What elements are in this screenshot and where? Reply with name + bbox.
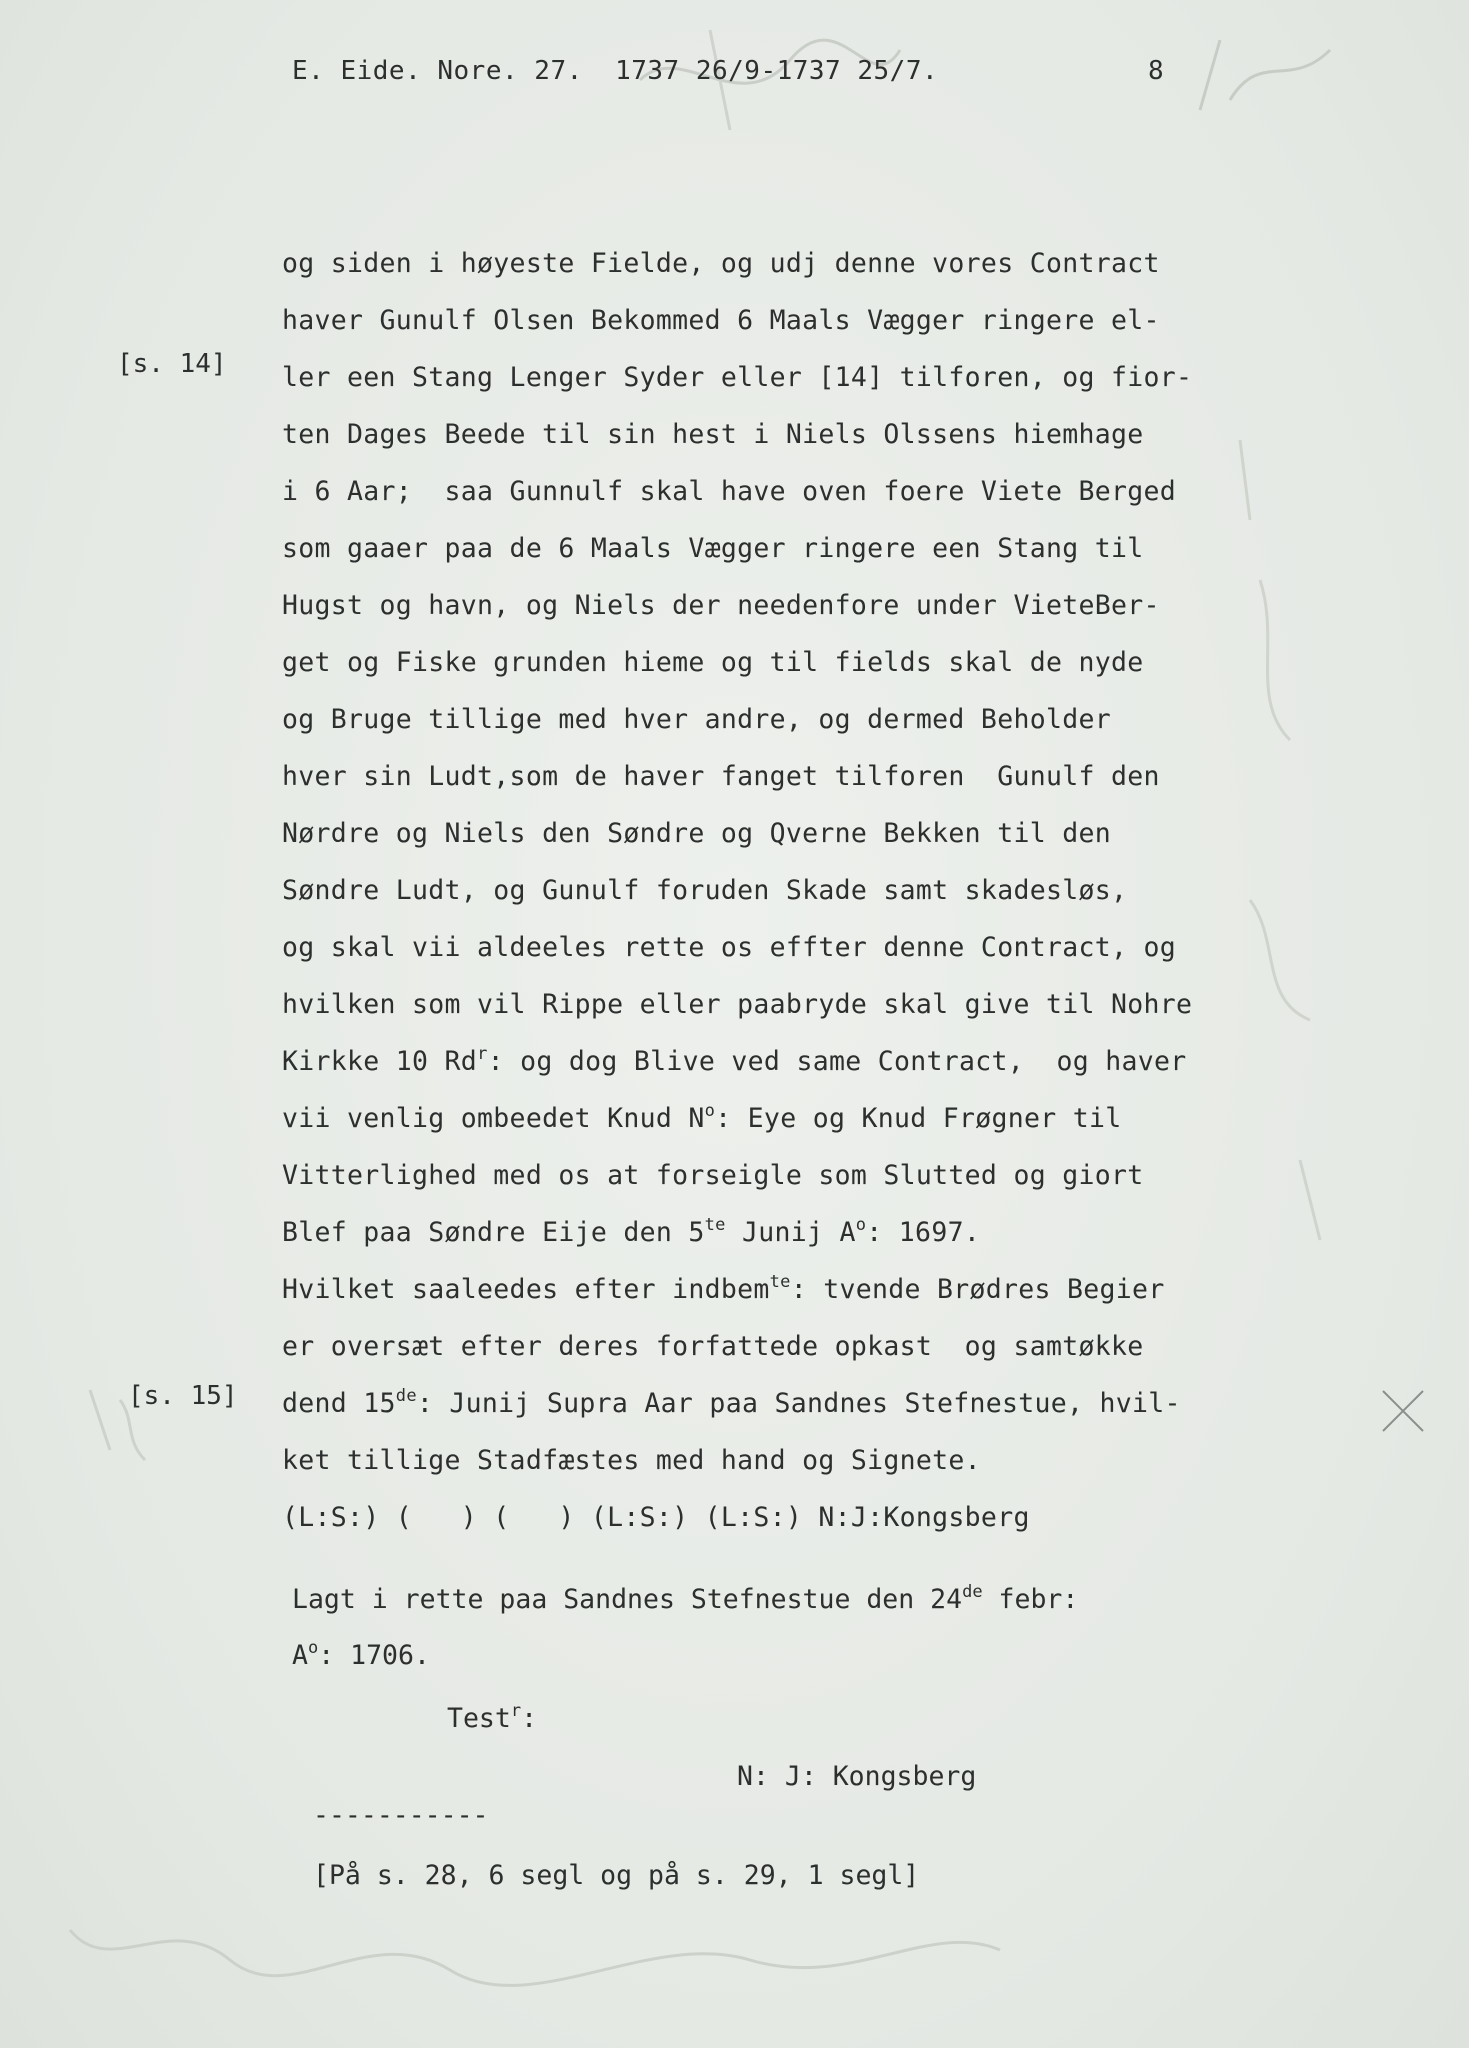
archive-reference: E. Eide. Nore. 27. 1737 26/9-1737 25/7. (292, 56, 939, 86)
body-line: get og Fiske grunden hieme og til fields skal de nyde (282, 647, 1144, 678)
body-line-dend: dend 15de: Junij Supra Aar paa Sandnes Stefnestue, hvil- (282, 1386, 1181, 1419)
body-line-blef: Blef paa Søndre Eije den $5^{te}$ Junij $A^o$: 1697. (282, 1215, 981, 1248)
body-line: i 6 Aar; saa Gunnulf skal have oven foere Viete Berged (282, 476, 1176, 507)
body-line: Vitterlighed med os at forseigle som Slutted og giort (282, 1160, 1144, 1191)
lagt-line: Lagt i rette paa Sandnes Stefnestue den 24de febr: (292, 1582, 1079, 1615)
seal-note: [På s. 28, 6 segl og på s. 29, 1 segl] (313, 1860, 920, 1891)
body-line: ten Dages Beede til sin hest i Niels Olssens hiemhage (282, 419, 1144, 450)
body-line: Nørdre og Niels den Søndre og Qverne Bekken til den (282, 818, 1111, 849)
body-line: Søndre Ludt, og Gunulf foruden Skade samt skadesløs, (282, 875, 1128, 906)
pencil-scribble-bottom (50, 1900, 1050, 2010)
body-line: er oversæt efter deres forfattede opkast og samtøkke (282, 1331, 1144, 1362)
body-line-kirkke: Kirkke 10 Rd$^r$: og dog Blive ved same Contract, og haver (282, 1044, 1187, 1077)
body-line: haver Gunulf Olsen Bekommed 6 Maals Vægger ringere el- (282, 305, 1160, 336)
body-line: og siden i høyeste Fielde, og udj denne vores Contract (282, 248, 1160, 279)
seals-line: (L:S:) ( ) ( ) (L:S:) (L:S:) N:J:Kongsberg (282, 1502, 1030, 1533)
testr-line: Test$^r$: (447, 1701, 538, 1734)
body-line: Hugst og havn, og Niels der needenfore under VieteBer- (282, 590, 1160, 621)
signer-name: N: J: Kongsberg (737, 1761, 977, 1792)
page-number: 8 (1148, 56, 1164, 86)
margin-note-s15: [s. 15] (128, 1381, 238, 1411)
body-line: og skal vii aldeeles rette os effter denne Contract, og (282, 932, 1176, 963)
body-line: og Bruge tillige med hver andre, og dermed Beholder (282, 704, 1111, 735)
body-line: hvilken som vil Rippe eller paabryde skal give til Nohre (282, 989, 1193, 1020)
body-line-hvilket: Hvilket saaleedes efter indbem$^{te}$: tvende Brødres Begier (282, 1272, 1165, 1305)
x-mark-icon (1378, 1386, 1428, 1436)
body-line: hver sin Ludt,som de haver fanget tilforen Gunulf den (282, 761, 1160, 792)
body-line: som gaaer paa de 6 Maals Vægger ringere een Stang til (282, 533, 1144, 564)
body-line-venlig: vii venlig ombeedet Knud $N^o$: Eye og Knud Frøgner til (282, 1101, 1122, 1134)
transcription-body (282, 235, 1282, 1546)
separator-dashes: ----------- (313, 1800, 489, 1831)
lagt-year-line: $A^o$: 1706. (292, 1638, 430, 1671)
pencil-scribble-corner (1190, 30, 1350, 130)
body-line: ler een Stang Lenger Syder eller [14] tilforen, og fior- (282, 362, 1193, 393)
body-line: ket tillige Stadfæstes med hand og Signete. (282, 1445, 981, 1476)
margin-note-s14: [s. 14] (117, 349, 227, 379)
